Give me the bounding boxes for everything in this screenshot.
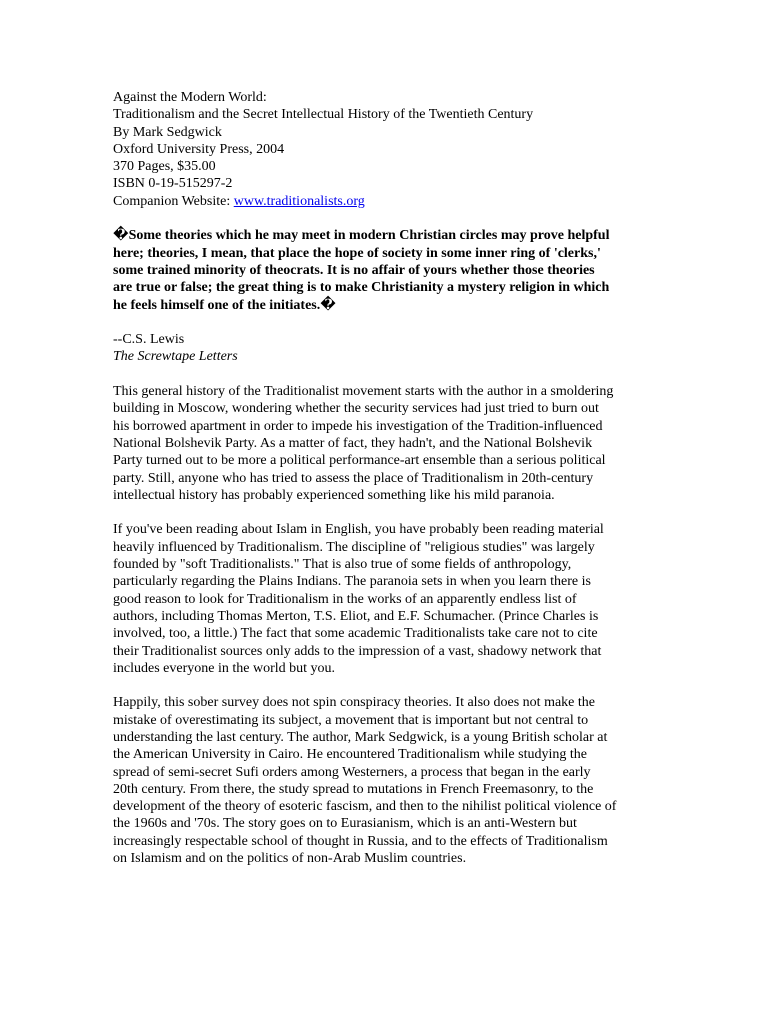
paragraph-line: intellectual history has probably experienced something like his mild paranoia. [113, 487, 555, 503]
spacer [113, 504, 658, 521]
paragraph-line: heavily influenced by Traditionalism. The discipline of "religious studies" was largely [113, 539, 595, 555]
epigraph-line: he feels himself one of the initiates.� [113, 297, 336, 313]
spacer [113, 314, 658, 331]
paragraph-line: authors, including Thomas Merton, T.S. Eliot, and E.F. Schumacher. (Prince Charles is [113, 608, 599, 624]
epigraph-line: here; theories, I mean, that place the hope of society in some inner ring of 'clerks,' [113, 245, 601, 261]
epigraph-line: �Some theories which he may meet in modern Christian circles may prove helpful [113, 228, 610, 244]
book-title: Against the Modern World: [113, 90, 267, 105]
book-author: By Mark Sedgwick [113, 124, 222, 140]
paragraph-line: building in Moscow, wondering whether the security services had just tried to burn out [113, 401, 599, 417]
paragraph-line: his borrowed apartment in order to impede his investigation of the Tradition-influenced [113, 418, 603, 434]
book-isbn: ISBN 0-19-515297-2 [113, 176, 233, 192]
book-pages-price: 370 Pages, $35.00 [113, 159, 216, 175]
paragraph-line: This general history of the Traditionalist movement starts with the author in a smoldering [113, 384, 614, 400]
paragraph-line: understanding the last century. The author, Mark Sedgwick, is a young British scholar at [113, 729, 608, 745]
paragraph-line: development of the theory of esoteric fascism, and then to the nihilist political violence of [113, 799, 617, 815]
book-subtitle: Traditionalism and the Secret Intellectual History of the Twentieth Century [113, 107, 534, 123]
paragraph-line: increasingly respectable school of thought in Russia, and to the effects of Traditionalism [113, 833, 608, 849]
epigraph-line: are true or false; the great thing is to make Christianity a mystery religion in which [113, 280, 610, 296]
spacer [113, 677, 658, 694]
epigraph-source: The Screwtape Letters [113, 349, 238, 365]
book-publisher: Oxford University Press, 2004 [113, 141, 285, 157]
companion-website-label: Companion Website: [113, 193, 234, 209]
document-page [113, 89, 658, 867]
epigraph-line: some trained minority of theocrats. It is no affair of yours whether those theories [113, 262, 595, 278]
paragraph-line: 20th century. From there, the study spread to mutations in French Freemasonry, to the [113, 781, 594, 797]
epigraph-quote [113, 227, 658, 313]
paragraph-line: If you've been reading about Islam in English, you have probably been reading material [113, 522, 604, 538]
book-header [113, 89, 658, 210]
epigraph-attribution: --C.S. Lewis [113, 332, 185, 348]
paragraph-line: the American University in Cairo. He encountered Traditionalism while studying the [113, 747, 587, 763]
paragraph-line: mistake of overestimating its subject, a movement that is important but not central to [113, 712, 589, 728]
body-paragraph-1 [113, 383, 658, 504]
paragraph-line: the 1960s and '70s. The story goes on to Eurasianism, which is an anti-Western but [113, 816, 577, 832]
body-paragraph-2 [113, 521, 658, 677]
paragraph-line: Happily, this sober survey does not spin conspiracy theories. It also does not make the [113, 695, 595, 711]
paragraph-line: founded by "soft Traditionalists." That is also true of some fields of anthropology, [113, 557, 572, 573]
spacer [113, 366, 658, 383]
companion-website-link[interactable]: www.traditionalists.org [233, 193, 365, 209]
paragraph-line: on Islamism and on the politics of non-Arab Muslim countries. [113, 851, 467, 867]
paragraph-line: involved, too, a little.) The fact that some academic Traditionalists take care not to cite [113, 626, 598, 642]
spacer [113, 210, 658, 227]
paragraph-line: good reason to look for Traditionalism in the works of an apparently endless list of [113, 591, 577, 607]
paragraph-line: spread of semi-secret Sufi orders among Westerners, a process that began in the early [113, 764, 591, 780]
paragraph-line: National Bolshevik Party. As a matter of fact, they hadn't, and the National Bolshevik [113, 435, 593, 451]
companion-website [113, 193, 658, 210]
paragraph-line: Party turned out to be more a political performance-art ensemble than a serious political [113, 453, 606, 469]
paragraph-line: includes everyone in the world but you. [113, 660, 336, 676]
paragraph-line: party. Still, anyone who has tried to assess the place of Traditionalism in 20th-century [113, 470, 594, 486]
paragraph-line: their Traditionalist sources only adds to the impression of a vast, shadowy network that [113, 643, 602, 659]
body-paragraph-3 [113, 694, 658, 867]
paragraph-line: particularly regarding the Plains Indians. The paranoia sets in when you learn there is [113, 574, 591, 590]
